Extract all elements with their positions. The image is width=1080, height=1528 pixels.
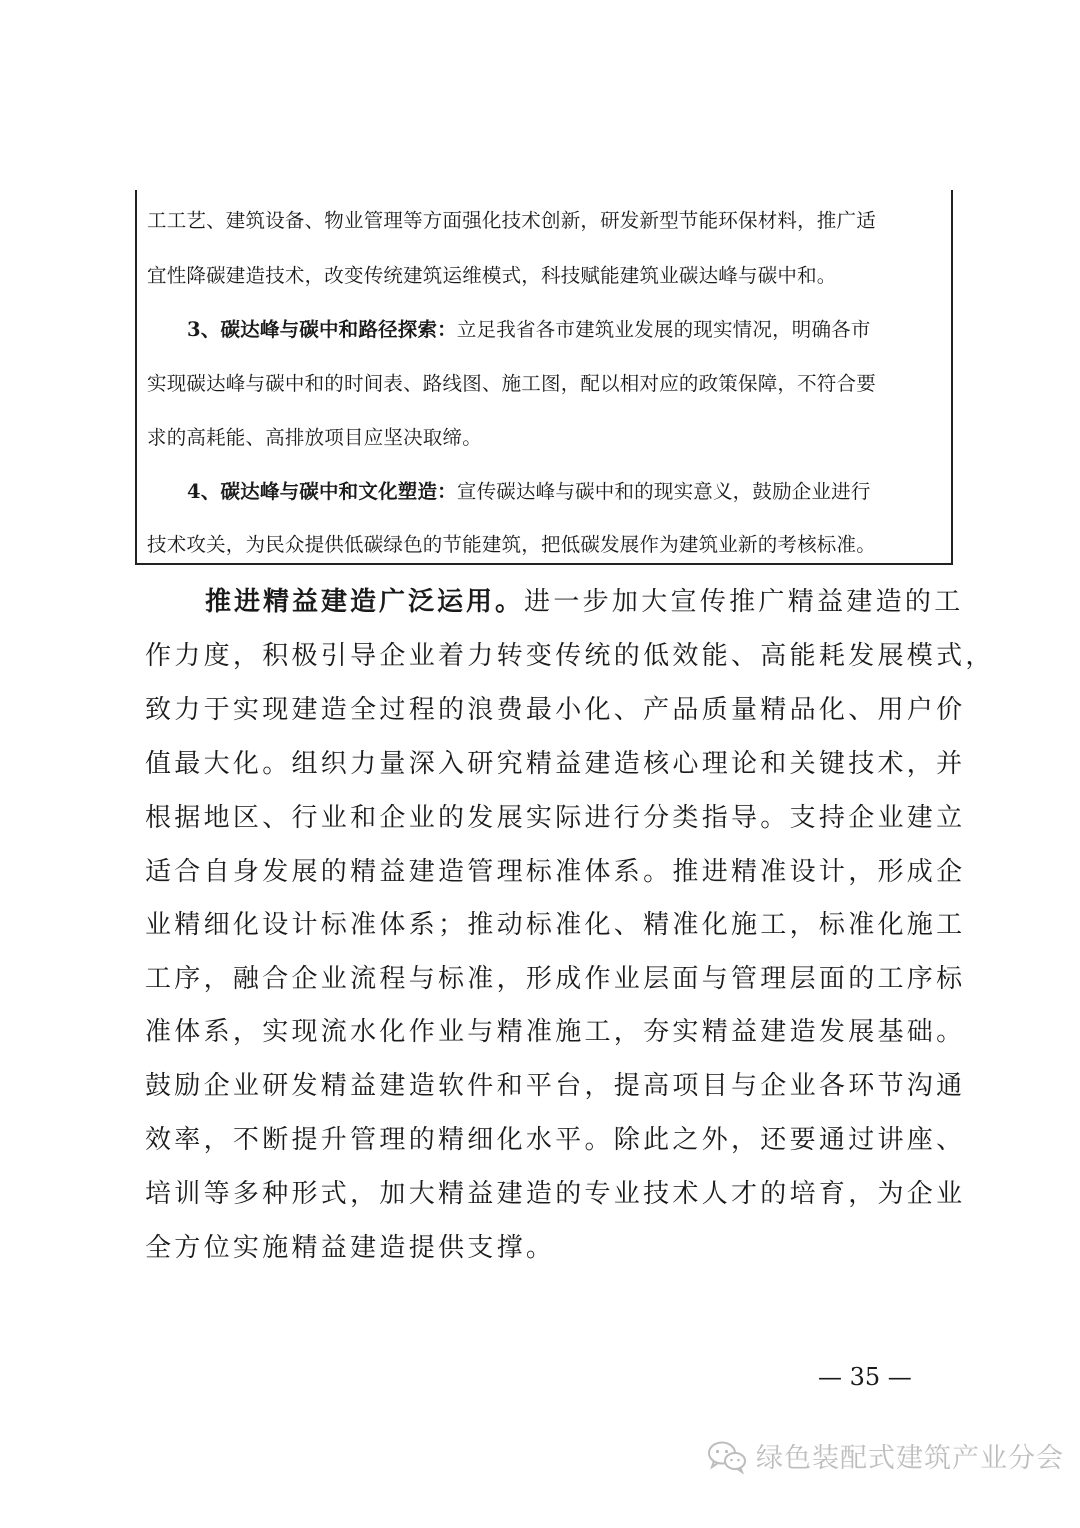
- paragraph-line: 效率，不断提升管理的精细化水平。除此之外，还要通过讲座、: [145, 1125, 966, 1155]
- paragraph-line: 致力于实现建造全过程的浪费最小化、产品质量精品化、用户价: [145, 695, 966, 725]
- box-line: 求的高耗能、高排放项目应坚决取缔。: [147, 426, 482, 449]
- box-item-3: [187, 315, 943, 345]
- watermark-text: 绿色装配式建筑产业分会: [756, 1443, 1064, 1474]
- box-item-text: 宣传碳达峰与碳中和的现实意义，鼓励企业进行: [456, 480, 871, 503]
- paragraph-line: 培训等多种形式，加大精益建造的专业技术人才的培育，为企业: [145, 1179, 966, 1209]
- paragraph-line: 值最大化。组织力量深入研究精益建造核心理论和关键技术，并: [145, 749, 966, 779]
- box-item-heading: 3、碳达峰与碳中和路径探索：: [187, 318, 457, 341]
- box-item-4: [187, 477, 943, 507]
- box-line: 技术攻关，为民众提供低碳绿色的节能建筑，把低碳发展作为建筑业新的考核标准。: [147, 533, 876, 556]
- paragraph-first-line: [205, 582, 1005, 622]
- policy-text-box: [135, 190, 953, 565]
- box-line: 实现碳达峰与碳中和的时间表、路线图、施工图，配以相对应的政策保障，不符合要: [147, 372, 876, 395]
- paragraph-text: 进一步加大宣传推广精益建造的工: [524, 587, 964, 617]
- watermark: [706, 1436, 1064, 1475]
- paragraph-heading: 推进精益建造广泛运用。: [205, 587, 525, 617]
- box-line: 宜性降碳建造技术，改变传统建筑运维模式，科技赋能建筑业碳达峰与碳中和。: [147, 264, 837, 287]
- paragraph-line: 作力度，积极引导企业着力转变传统的低效能、高能耗发展模式，: [145, 641, 995, 671]
- box-line: 工工艺、建筑设备、物业管理等方面强化技术创新，研发新型节能环保材料，推广适: [147, 209, 876, 232]
- paragraph-line: 业精细化设计标准体系；推动标准化、精准化施工，标准化施工: [145, 910, 966, 940]
- wechat-icon: [706, 1438, 748, 1474]
- paragraph-line: 全方位实施精益建造提供支撑。: [145, 1233, 556, 1263]
- box-item-heading: 4、碳达峰与碳中和文化塑造：: [187, 480, 457, 503]
- paragraph-line: 鼓励企业研发精益建造软件和平台，提高项目与企业各环节沟通: [145, 1071, 966, 1101]
- paragraph-line: 适合自身发展的精益建造管理标准体系。推进精准设计，形成企: [145, 857, 966, 887]
- page-number: — 35 —: [818, 1363, 912, 1391]
- box-item-text: 立足我省各市建筑业发展的现实情况，明确各市: [456, 318, 871, 341]
- paragraph-line: 根据地区、行业和企业的发展实际进行分类指导。支持企业建立: [145, 803, 966, 833]
- paragraph-line: 工序，融合企业流程与标准，形成作业层面与管理层面的工序标: [145, 964, 966, 994]
- paragraph-line: 准体系，实现流水化作业与精准施工，夯实精益建造发展基础。: [145, 1017, 966, 1047]
